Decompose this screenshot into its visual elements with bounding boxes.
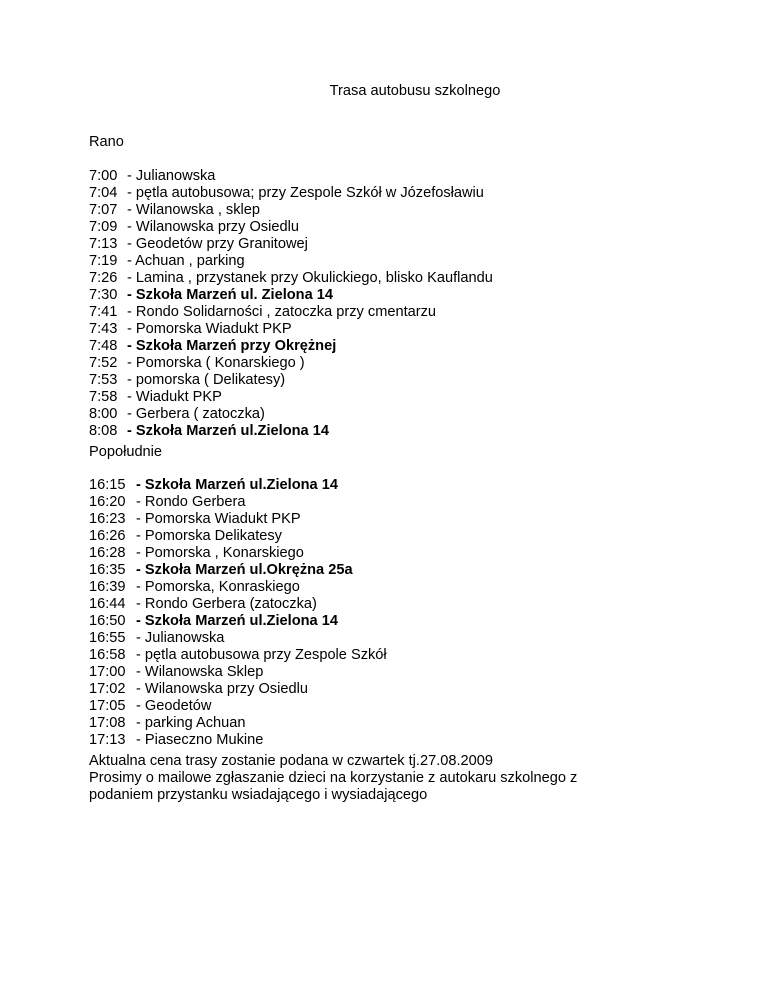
stop-name: - Wilanowska przy Osiedlu	[127, 219, 299, 235]
schedule-row	[89, 185, 493, 202]
stop-time: 7:26	[89, 270, 118, 286]
stop-name: - Szkoła Marzeń ul.Zielona 14	[127, 423, 329, 439]
schedule-row	[89, 270, 493, 287]
footer-line-price: Aktualna cena trasy zostanie podana w czwartek tj.27.08.2009	[89, 753, 494, 769]
stop-name: - Lamina , przystanek przy Okulickiego, blisko Kauflandu	[127, 270, 493, 286]
stop-name: - Szkoła Marzeń ul. Zielona 14	[127, 287, 333, 303]
stop-name: - Pomorska , Konarskiego	[136, 545, 304, 561]
schedule-row	[89, 715, 387, 732]
schedule-row	[89, 596, 387, 613]
stop-time: 16:28	[89, 545, 126, 561]
stop-time: 16:20	[89, 494, 126, 510]
footer-note	[89, 753, 577, 804]
stop-name: - Achuan , parking	[127, 253, 245, 269]
stop-time: 16:39	[89, 579, 126, 595]
schedule-row	[89, 168, 493, 185]
stop-name: - pętla autobusowa; przy Zespole Szkół w Józefosławiu	[127, 185, 484, 201]
stop-time: 7:48	[89, 338, 118, 354]
stop-time: 8:08	[89, 423, 118, 439]
stop-name: - Piaseczno Mukine	[136, 732, 264, 748]
stop-time: 17:00	[89, 664, 126, 680]
schedule-row	[89, 219, 493, 236]
stop-time: 16:15	[89, 477, 126, 493]
stop-time: 16:55	[89, 630, 126, 646]
stop-time: 7:52	[89, 355, 118, 371]
schedule-row	[89, 202, 493, 219]
stop-name: - Szkoła Marzeń ul.Zielona 14	[136, 613, 338, 629]
schedule-row	[89, 528, 387, 545]
stop-name: - Pomorska ( Konarskiego )	[127, 355, 305, 371]
stop-time: 17:08	[89, 715, 126, 731]
stop-time: 7:30	[89, 287, 118, 303]
stop-name: - pętla autobusowa przy Zespole Szkół	[136, 647, 387, 663]
stop-name: - Szkoła Marzeń ul.Zielona 14	[136, 477, 338, 493]
document-title: Trasa autobusu szkolnego	[329, 83, 501, 99]
stop-time: 7:19	[89, 253, 118, 269]
schedule-row	[89, 562, 387, 579]
stop-name: - Wilanowska , sklep	[127, 202, 261, 218]
stop-time: 16:50	[89, 613, 126, 629]
schedule-row	[89, 664, 387, 681]
schedule-row	[89, 406, 493, 423]
schedule-row	[89, 355, 493, 372]
stop-time: 17:05	[89, 698, 126, 714]
schedule-row	[89, 579, 387, 596]
stop-name: - Szkoła Marzeń ul.Okrężna 25a	[136, 562, 353, 578]
stop-name: - parking Achuan	[136, 715, 246, 731]
schedule-row	[89, 423, 493, 440]
stop-name: - pomorska ( Delikatesy)	[127, 372, 286, 388]
footer-line-request: Prosimy o mailowe zgłaszanie dzieci na korzystanie z autokaru szkolnego z	[89, 770, 578, 786]
schedule-row	[89, 511, 387, 528]
stop-time: 7:43	[89, 321, 118, 337]
stop-name: - Rondo Solidarności , zatoczka przy cmentarzu	[127, 304, 437, 320]
stop-time: 7:41	[89, 304, 118, 320]
stop-name: - Rondo Gerbera	[136, 494, 246, 510]
stop-time: 16:58	[89, 647, 126, 663]
stop-name: - Gerbera ( zatoczka)	[127, 406, 265, 422]
stop-name: - Pomorska Wiadukt PKP	[136, 511, 301, 527]
stop-time: 7:53	[89, 372, 118, 388]
schedule-row	[89, 494, 387, 511]
stop-time: 7:00	[89, 168, 118, 184]
schedule-row	[89, 630, 387, 647]
footer-line-request-cont: podaniem przystanku wsiadającego i wysiadającego	[89, 787, 428, 803]
stop-time: 17:02	[89, 681, 126, 697]
schedule-row	[89, 647, 387, 664]
schedule-row	[89, 321, 493, 338]
stop-name: - Pomorska, Konraskiego	[136, 579, 300, 595]
stop-time: 16:35	[89, 562, 126, 578]
stop-name: - Geodetów	[136, 698, 212, 714]
schedule-row	[89, 372, 493, 389]
stop-name: - Geodetów przy Granitowej	[127, 236, 308, 252]
schedule-row	[89, 545, 387, 562]
afternoon-schedule	[89, 477, 387, 749]
stop-time: 17:13	[89, 732, 126, 748]
schedule-row	[89, 287, 493, 304]
stop-name: - Pomorska Delikatesy	[136, 528, 282, 544]
schedule-row	[89, 698, 387, 715]
stop-name: - Rondo Gerbera (zatoczka)	[136, 596, 317, 612]
stop-time: 7:07	[89, 202, 118, 218]
morning-heading-block	[89, 134, 124, 151]
stop-name: - Wiadukt PKP	[127, 389, 222, 405]
stop-time: 16:23	[89, 511, 126, 527]
schedule-row	[89, 477, 387, 494]
schedule-row	[89, 304, 493, 321]
stop-time: 16:26	[89, 528, 126, 544]
stop-time: 8:00	[89, 406, 118, 422]
stop-time: 7:13	[89, 236, 118, 252]
schedule-row	[89, 236, 493, 253]
schedule-row	[89, 681, 387, 698]
schedule-row	[89, 389, 493, 406]
afternoon-heading: Popołudnie	[89, 444, 163, 460]
schedule-row	[89, 732, 387, 749]
schedule-row	[89, 613, 387, 630]
stop-time: 7:58	[89, 389, 118, 405]
stop-time: 7:09	[89, 219, 118, 235]
schedule-row	[89, 253, 493, 270]
stop-time: 16:44	[89, 596, 126, 612]
morning-schedule	[89, 168, 493, 440]
stop-name: - Julianowska	[127, 168, 216, 184]
afternoon-heading-block	[89, 444, 162, 461]
stop-name: - Wilanowska Sklep	[136, 664, 264, 680]
morning-heading: Rano	[89, 134, 124, 150]
stop-name: - Pomorska Wiadukt PKP	[127, 321, 292, 337]
stop-name: - Julianowska	[136, 630, 225, 646]
stop-time: 7:04	[89, 185, 118, 201]
schedule-row	[89, 338, 493, 355]
stop-name: - Wilanowska przy Osiedlu	[136, 681, 308, 697]
stop-name: - Szkoła Marzeń przy Okrężnej	[127, 338, 337, 354]
